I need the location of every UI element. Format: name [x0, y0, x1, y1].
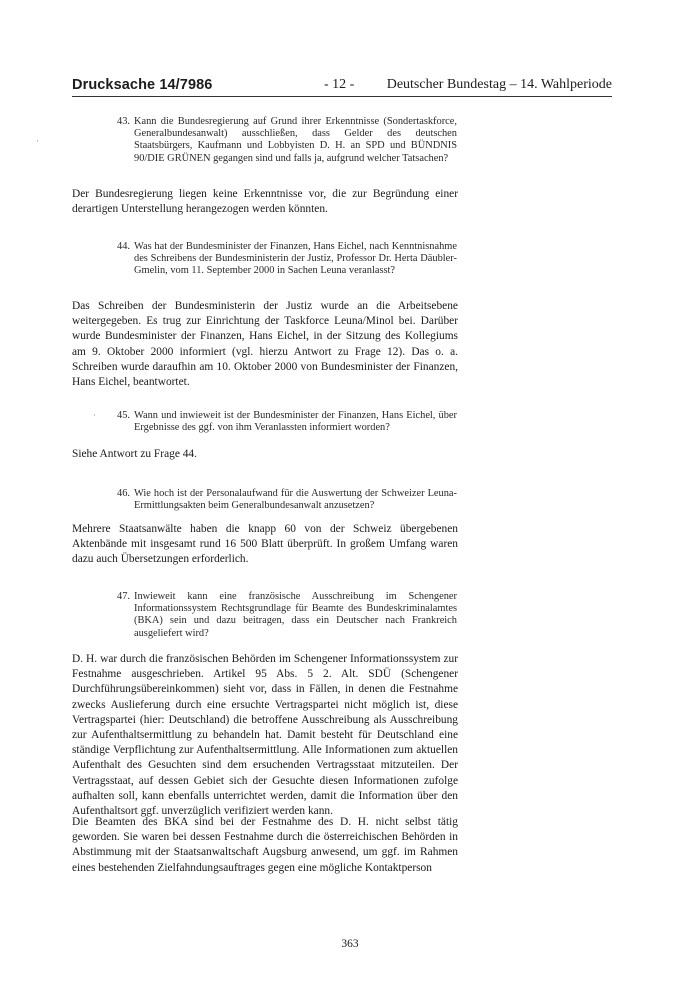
- question-43: [117, 116, 457, 165]
- answer-47-paragraph-1: D. H. war durch die französischen Behörden im Schengener Informationssystem zur Festnahme ausgeschrieben. Artikel 95 Abs. 5 2. Alt. SDÜ (Schengener Durchführungsübereinkommen) sieht vor, dass in Fällen, in denen die Festnahme zwecks Auslieferung durch eine ersuchte Vertragspartei nicht möglich ist, diese Vertragspartei (hier: Deutschland) die betroffene Ausschreibung als Ausschreibung zur Aufenthaltsermittlung zu behandeln hat. Damit besteht für Deutschland eine ständige Verpflichtung zur Aufenthaltsermittlung. Alle Informationen zum aktuellen Aufenthalt des Gesuchten sind dem ersuchenden Vertragsstaat mitzuteilen. Der Vertragsstaat, auf dessen Gebiet sich der Gesuchte diesen Informationen zufolge aufhalten soll, kann ebenfalls unterrichtet werden, damit die Information über den Aufenthaltsort ggf. unverzüglich verifiziert werden kann.: [72, 653, 458, 818]
- page-number: 363: [341, 938, 359, 950]
- answer-46: Mehrere Staatsanwälte haben die knapp 60 von der Schweiz übergebenen Aktenbände mit insgesamt rund 16 500 Blatt überprüft. In großem Umfang waren dazu auch Übersetzungen erforderlich.: [72, 523, 458, 566]
- question-text: Inwieweit kann eine französische Ausschreibung im Schengener Informationssystem Rechtsgrundlage für Beamte des Bundeskriminalamtes (BKA) sein und dazu beitragen, dass ein Deutscher nach Frankreich ausgeliefert wird?: [134, 591, 457, 639]
- question-44: [117, 241, 457, 278]
- scan-mark: ·: [36, 136, 39, 146]
- answer-43: Der Bundesregierung liegen keine Erkenntnisse vor, die zur Begründung einer derartigen Unterstellung herangezogen werden könnten.: [72, 188, 458, 216]
- question-text: Wie hoch ist der Personalaufwand für die Auswertung der Schweizer Leuna-Ermittlungsakten beim Generalbundesanwalt anzusetzen?: [134, 488, 457, 512]
- scan-mark: ·: [93, 410, 96, 420]
- question-text: Was hat der Bundesminister der Finanzen, Hans Eichel, nach Kenntnisnahme des Schreibens der Bundesministerin der Justiz, Professor Dr. Herta Däubler-Gmelin, vom 11. September 2000 in Sachen Leuna veranlasst?: [134, 241, 457, 277]
- header-page-number: - 12 -: [324, 77, 355, 92]
- answer-44: Das Schreiben der Bundesministerin der Justiz wurde an die Arbeitsebene weitergegeben. Es trug zur Einrichtung der Taskforce Leuna/Minol bei. Darüber wurde Bundesminister der Finanzen, Hans Eichel, in der Sitzung des Kollegiums am 9. Oktober 2000 informiert (vgl. hierzu Antwort zu Frage 12). Das o. a. Schreiben wurde daraufhin am 10. Oktober 2000 von Bundesminister der Finanzen, Hans Eichel, beantwortet.: [72, 300, 458, 389]
- question-text: Kann die Bundesregierung auf Grund ihrer Erkenntnisse (Sondertaskforce, Generalbundesanwalt) ausschließen, dass Gelder des deutschen Staatsbürgers, Kaufmann und Lobbyisten D. H. an SPD und BÜNDNIS 90/DIE GRÜNEN gegangen sind und falls ja, aufgrund welcher Tatsachen?: [134, 116, 457, 164]
- question-text: Wann und inwieweit ist der Bundesminister der Finanzen, Hans Eichel, über Ergebnisse des ggf. von ihm Veranlassten informiert worden?: [134, 410, 457, 434]
- question-number: 43.: [117, 116, 130, 127]
- question-46: [117, 488, 457, 512]
- question-45: [117, 410, 457, 434]
- page-header: [72, 74, 612, 97]
- question-47: [117, 591, 457, 640]
- question-number: 47.: [117, 591, 130, 602]
- document-number: Drucksache 14/7986: [72, 77, 213, 93]
- parliament-period: Deutscher Bundestag – 14. Wahlperiode: [386, 77, 612, 92]
- answer-47-paragraph-2: Die Beamten des BKA sind bei der Festnahme des D. H. nicht selbst tätig geworden. Sie waren bei dessen Festnahme durch die österreichischen Behörden in Abstimmung mit der Staatsanwaltschaft Augsburg anwesend, um ggf. im Rahmen eines bestehenden Zielfahndungsauftrages gegen eine mögliche Kontaktperson: [72, 816, 458, 874]
- answer-45: Siehe Antwort zu Frage 44.: [72, 448, 197, 460]
- question-number: 44.: [117, 241, 130, 252]
- question-number: 46.: [117, 488, 130, 499]
- question-number: 45.: [117, 410, 130, 421]
